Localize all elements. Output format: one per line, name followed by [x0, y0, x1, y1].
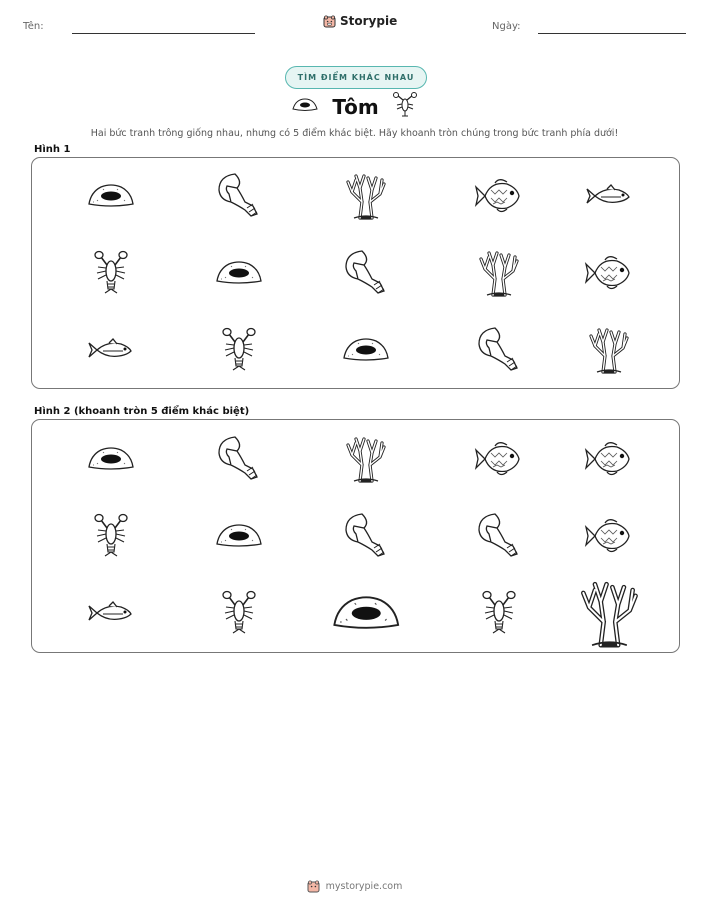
bear-icon: [323, 15, 336, 28]
brand-logo: [323, 14, 397, 28]
picture2-sand-hole-large-icon[interactable]: [316, 575, 416, 652]
picture1-claw-icon[interactable]: [316, 235, 416, 312]
picture1-sand-hole-icon[interactable]: [61, 158, 161, 235]
activity-badge: TÌM ĐIỂM KHÁC NHAU: [285, 66, 427, 89]
picture1-sand-hole-icon[interactable]: [189, 235, 289, 312]
sand-hole-icon: [292, 97, 318, 117]
picture2-panel[interactable]: [31, 419, 680, 653]
footer-url: mystorypie.com: [325, 881, 403, 892]
picture1-fish-slim-icon[interactable]: [61, 311, 161, 388]
picture2-fish-slim-icon[interactable]: [61, 575, 161, 652]
picture1-label: Hình 1: [34, 144, 71, 155]
picture2-claw-icon[interactable]: [316, 497, 416, 574]
title-row: [0, 93, 709, 121]
name-label: Tên:: [23, 21, 44, 32]
picture1-lobster-icon[interactable]: [61, 235, 161, 312]
picture1-fish-round-icon[interactable]: [559, 235, 659, 312]
footer: [0, 880, 709, 893]
lobster-icon: [393, 92, 417, 122]
picture2-sand-hole-icon[interactable]: [189, 497, 289, 574]
picture2-sand-hole-icon[interactable]: [61, 420, 161, 497]
picture1-fish-slim-icon[interactable]: [559, 158, 659, 235]
date-label: Ngày:: [492, 21, 521, 32]
picture1-fish-round-icon[interactable]: [449, 158, 549, 235]
name-line[interactable]: [72, 33, 255, 34]
picture2-coral-icon[interactable]: [316, 420, 416, 497]
picture2-fish-round-icon[interactable]: [449, 420, 549, 497]
picture2-claw-icon[interactable]: [189, 420, 289, 497]
picture2-lobster-icon[interactable]: [189, 575, 289, 652]
picture2-coral-large-icon[interactable]: [559, 575, 659, 652]
picture1-coral-icon[interactable]: [559, 311, 659, 388]
picture1-coral-icon[interactable]: [316, 158, 416, 235]
picture1-sand-hole-icon[interactable]: [316, 311, 416, 388]
bear-icon: [307, 880, 320, 893]
date-line[interactable]: [538, 33, 686, 34]
brand-name: Storypie: [340, 14, 398, 28]
picture1-lobster-icon[interactable]: [189, 311, 289, 388]
picture1-panel[interactable]: [31, 157, 680, 389]
picture2-claw-icon[interactable]: [449, 497, 549, 574]
picture2-fish-round-icon[interactable]: [559, 420, 659, 497]
picture2-lobster-icon[interactable]: [61, 497, 161, 574]
picture1-claw-icon[interactable]: [189, 158, 289, 235]
picture1-claw-icon[interactable]: [449, 311, 549, 388]
page-title: Tôm: [332, 95, 379, 119]
picture2-label: Hình 2 (khoanh tròn 5 điểm khác biệt): [34, 406, 250, 417]
picture2-lobster-icon[interactable]: [449, 575, 549, 652]
picture1-coral-icon[interactable]: [449, 235, 549, 312]
instruction-text: Hai bức tranh trông giống nhau, nhưng có 5 điểm khác biệt. Hãy khoanh tròn chúng trong bức tranh phía dưới!: [90, 128, 619, 139]
picture2-fish-round-icon[interactable]: [559, 497, 659, 574]
